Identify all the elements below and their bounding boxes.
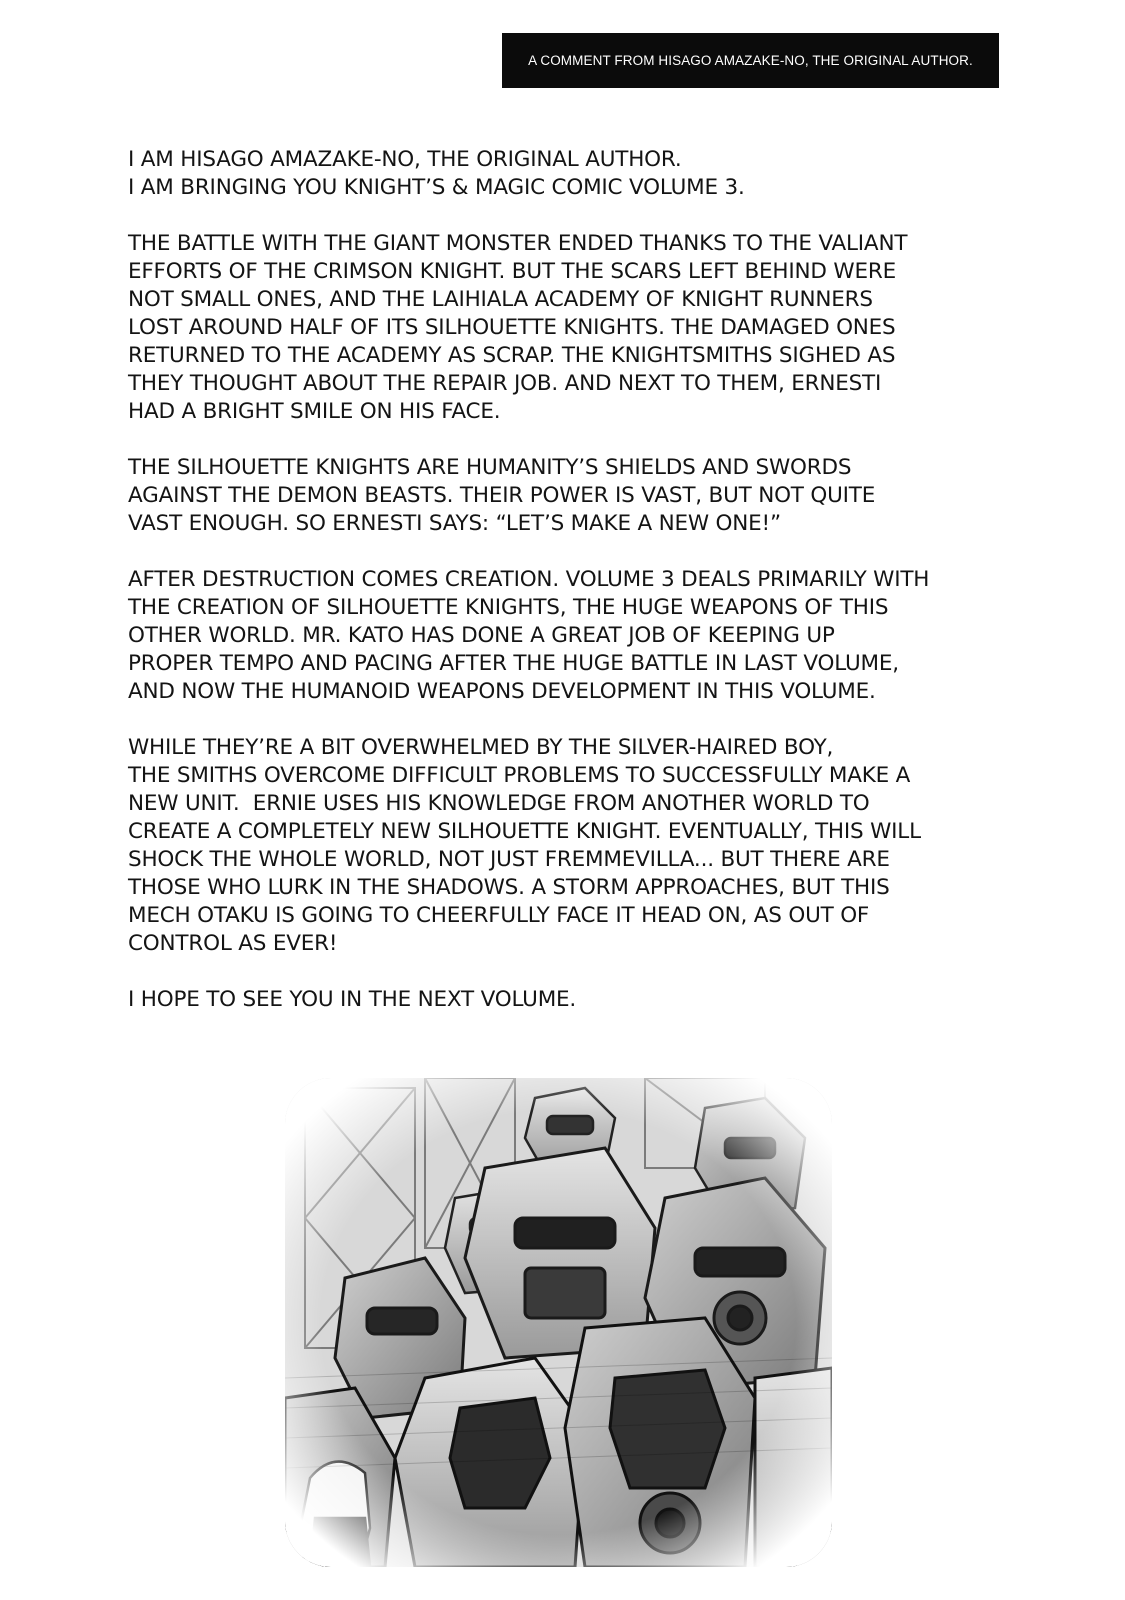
text-line: LOST AROUND HALF OF ITS SILHOUETTE KNIGHTS. THE DAMAGED ONES <box>128 315 896 340</box>
text-line: EFFORTS OF THE CRIMSON KNIGHT. BUT THE SCARS LEFT BEHIND WERE <box>128 259 896 284</box>
text-line: WHILE THEY’RE A BIT OVERWHELMED BY THE SILVER-HAIRED BOY, <box>128 735 834 760</box>
paragraph-intro <box>128 146 1028 202</box>
text-line: THE CREATION OF SILHOUETTE KNIGHTS, THE HUGE WEAPONS OF THIS <box>128 595 889 620</box>
text-line: HAD A BRIGHT SMILE ON HIS FACE. <box>128 399 501 424</box>
text-line: SHOCK THE WHOLE WORLD, NOT JUST FREMMEVILLA... BUT THERE ARE <box>128 847 890 872</box>
text-line: I AM HISAGO AMAZAKE-NO, THE ORIGINAL AUTHOR. <box>128 147 682 172</box>
text-line: RETURNED TO THE ACADEMY AS SCRAP. THE KNIGHTSMITHS SIGHED AS <box>128 343 896 368</box>
text-line: THE BATTLE WITH THE GIANT MONSTER ENDED THANKS TO THE VALIANT <box>128 231 908 256</box>
text-line: AND NOW THE HUMANOID WEAPONS DEVELOPMENT IN THIS VOLUME. <box>128 679 876 704</box>
text-line: NOT SMALL ONES, AND THE LAIHIALA ACADEMY OF KNIGHT RUNNERS <box>128 287 873 312</box>
text-line: AGAINST THE DEMON BEASTS. THEIR POWER IS VAST, BUT NOT QUITE <box>128 483 876 508</box>
author-comment-body <box>128 146 1028 1042</box>
text-line: MECH OTAKU IS GOING TO CHEERFULLY FACE IT HEAD ON, AS OUT OF <box>128 903 870 928</box>
text-line: AFTER DESTRUCTION COMES CREATION. VOLUME 3 DEALS PRIMARILY WITH <box>128 567 930 592</box>
mech-illustration-art <box>285 1078 832 1567</box>
paragraph-creation <box>128 566 1028 706</box>
header-banner <box>502 33 999 88</box>
text-line: PROPER TEMPO AND PACING AFTER THE HUGE BATTLE IN LAST VOLUME, <box>128 651 899 676</box>
text-line: CREATE A COMPLETELY NEW SILHOUETTE KNIGHT. EVENTUALLY, THIS WILL <box>128 819 921 844</box>
paragraph-battle <box>128 230 1028 426</box>
mech-knights-illustration <box>285 1078 832 1567</box>
header-banner-text: A COMMENT FROM HISAGO AMAZAKE-NO, THE ORIGINAL AUTHOR. <box>528 53 973 68</box>
text-line: VAST ENOUGH. SO ERNESTI SAYS: “LET’S MAKE A NEW ONE!” <box>128 511 781 536</box>
text-line: THEY THOUGHT ABOUT THE REPAIR JOB. AND NEXT TO THEM, ERNESTI <box>128 371 882 396</box>
text-line: THE SMITHS OVERCOME DIFFICULT PROBLEMS TO SUCCESSFULLY MAKE A <box>128 763 911 788</box>
text-line: THE SILHOUETTE KNIGHTS ARE HUMANITY’S SHIELDS AND SWORDS <box>128 455 852 480</box>
paragraph-silhouette-knights <box>128 454 1028 538</box>
paragraph-smiths <box>128 734 1028 958</box>
text-line: CONTROL AS EVER! <box>128 931 338 956</box>
paragraph-closing <box>128 986 1028 1014</box>
text-line: OTHER WORLD. MR. KATO HAS DONE A GREAT JOB OF KEEPING UP <box>128 623 835 648</box>
text-line: THOSE WHO LURK IN THE SHADOWS. A STORM APPROACHES, BUT THIS <box>128 875 890 900</box>
text-line: I AM BRINGING YOU KNIGHT’S & MAGIC COMIC VOLUME 3. <box>128 175 745 200</box>
text-line: I HOPE TO SEE YOU IN THE NEXT VOLUME. <box>128 987 577 1012</box>
text-line: NEW UNIT. ERNIE USES HIS KNOWLEDGE FROM ANOTHER WORLD TO <box>128 791 870 816</box>
